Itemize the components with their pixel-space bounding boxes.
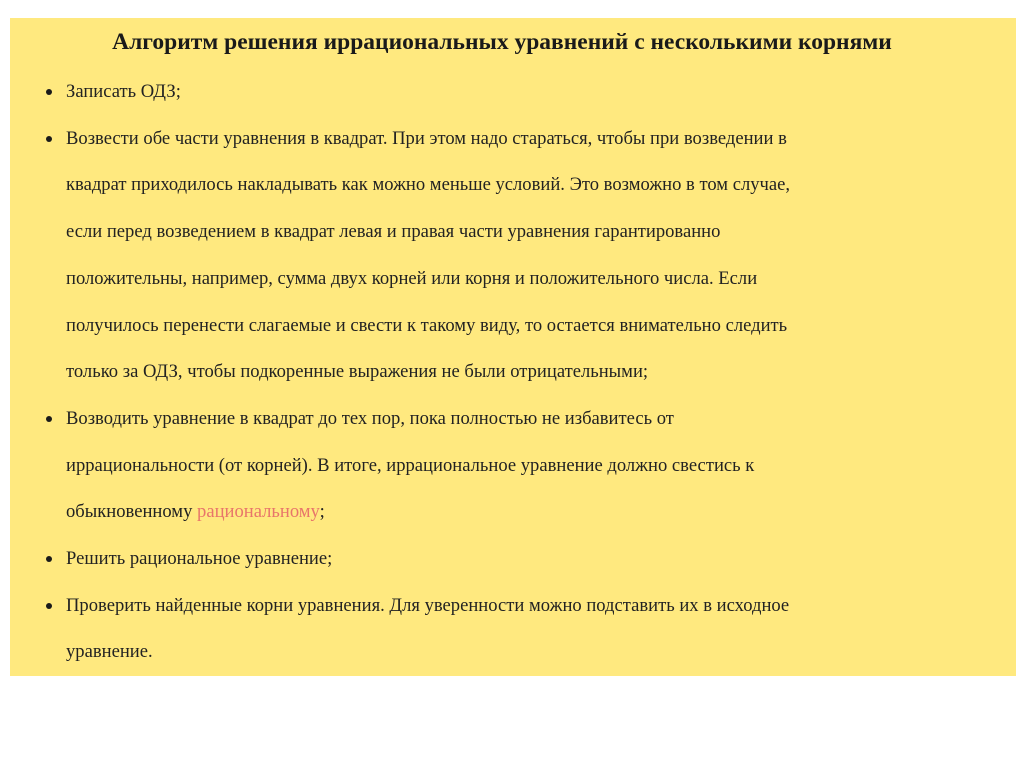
item-line: Возвести обе части уравнения в квадрат. При этом надо стараться, чтобы при возведении в [66, 127, 787, 149]
algorithm-list [46, 69, 982, 676]
bullet-icon [46, 136, 52, 142]
rational-link[interactable]: рациональному [197, 501, 320, 523]
item-line: иррациональности (от корней). В итоге, иррациональное уравнение должно свестись к [66, 454, 755, 476]
item-line: только за ОДЗ, чтобы подкоренные выражения не были отрицательными; [66, 361, 649, 383]
bullet-icon [46, 89, 52, 95]
item-line: Возводить уравнение в квадрат до тех пор, пока полностью не избавитесь от [66, 407, 674, 429]
bullet-icon [46, 556, 52, 562]
list-item [46, 396, 982, 536]
bullet-icon [46, 603, 52, 609]
list-item [46, 116, 982, 396]
item-line: Решить рациональное уравнение; [66, 548, 333, 570]
item-text: обыкновенному [66, 501, 198, 523]
item-line: уравнение. [66, 641, 153, 663]
item-line: Проверить найденные корни уравнения. Для уверенности можно подставить их в исходное [66, 594, 790, 616]
page-title: Алгоритм решения иррациональных уравнений с несколькими корнями [112, 29, 892, 55]
item-line: Записать ОДЗ; [66, 81, 181, 102]
item-line: положительны, например, сумма двух корней или корня и положительного числа. Если [66, 267, 758, 289]
item-line: если перед возведением в квадрат левая и правая части уравнения гарантированно [66, 221, 721, 243]
content-panel [10, 18, 1016, 676]
list-item [46, 69, 982, 116]
list-item [46, 536, 982, 583]
item-line: получилось перенести слагаемые и свести к такому виду, то остается внимательно следить [66, 314, 788, 336]
item-line: квадрат приходилось накладывать как можно меньше условий. Это возможно в том случае, [66, 174, 791, 196]
item-text: ; [319, 501, 325, 523]
item-line [66, 489, 982, 536]
list-item [46, 583, 982, 676]
bullet-icon [46, 416, 52, 422]
